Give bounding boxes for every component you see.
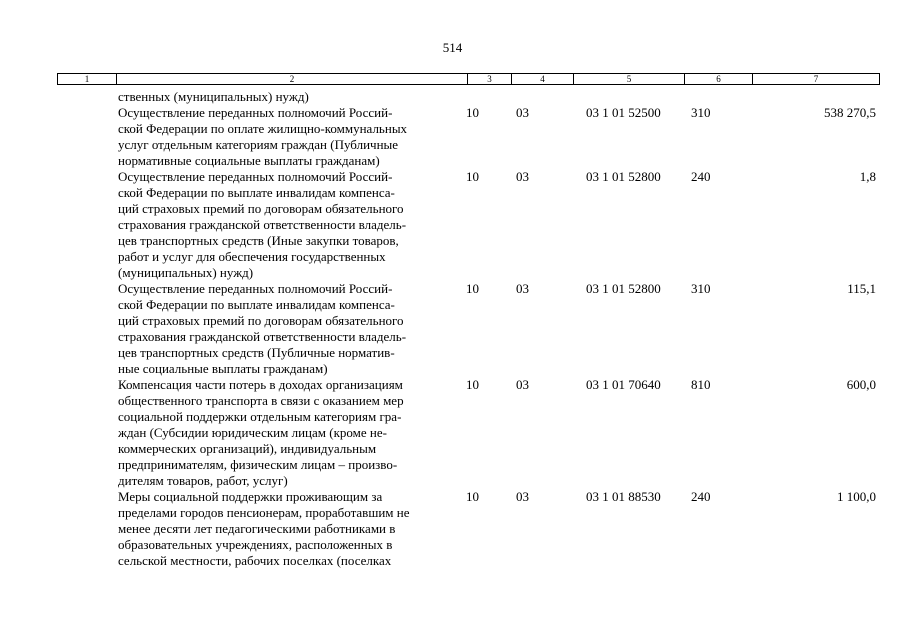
row-section: 10 (466, 105, 479, 120)
table-row (57, 89, 879, 105)
row-section: 10 (466, 169, 479, 184)
budget-table (57, 89, 879, 569)
row-expense-type: 310 (691, 281, 711, 296)
table-header (57, 73, 880, 85)
row-subsection: 03 (516, 377, 529, 392)
table-row (57, 281, 879, 377)
table-row (57, 105, 879, 169)
row-amount: 600,0 (846, 377, 876, 392)
table-row (57, 377, 879, 489)
row-description: Осуществление переданных полномочий Россий- ской Федерации по выплате инвалидам компенса- ций страховых премий по договорам обязательного страхования гражданской ответственности владель- цев транспортных средств (Публичные норматив- ные социальные выплаты гражданам) (118, 281, 407, 376)
page-number: 514 (442, 40, 463, 55)
row-subsection: 03 (516, 169, 529, 184)
row-target-code: 03 1 01 52800 (586, 281, 661, 296)
row-expense-type: 240 (691, 169, 711, 184)
row-amount: 1,8 (859, 169, 876, 184)
row-section: 10 (466, 377, 479, 392)
row-section: 10 (466, 281, 479, 296)
header-col-7: 7 (753, 74, 880, 85)
header-col-5: 5 (574, 74, 685, 85)
row-target-code (578, 89, 689, 105)
row-target-code: 03 1 01 52800 (586, 169, 661, 184)
row-description: ственных (муниципальных) нужд) (118, 89, 309, 104)
row-target-code: 03 1 01 70640 (586, 377, 661, 392)
row-subsection (516, 89, 578, 105)
header-col-4: 4 (512, 74, 574, 85)
row-description: Осуществление переданных полномочий Россий- ской Федерации по выплате инвалидам компенса- ций страховых премий по договорам обязательного страхования гражданской ответственности владель- цев транспортных средств (Иные закупки товаров, работ и услуг для обеспечения государственных (муниципальных) нужд) (118, 169, 407, 280)
row-expense-type: 810 (691, 377, 711, 392)
header-col-6: 6 (685, 74, 753, 85)
row-subsection: 03 (516, 281, 529, 296)
row-expense-type (689, 89, 755, 105)
row-target-code: 03 1 01 88530 (586, 489, 661, 504)
row-description: Меры социальной поддержки проживающим за пределами городов пенсионерам, проработавшим не менее десяти лет педагогическими работниками в образовательных учреждениях, расположенных в сельской местности, рабочих поселках (поселках (118, 489, 410, 568)
row-amount (755, 89, 879, 105)
row-description: Компенсация части потерь в доходах организациям общественного транспорта в связи с оказанием мер социальной поддержки отдельным категориям гра- ждан (Субсидии юридическим лицам (кроме не- коммерческих организаций), индивидуальным предпринимателям, физическим лицам – произво- дителям товаров, работ, услуг) (118, 377, 404, 488)
header-row (58, 74, 880, 85)
row-section (466, 89, 516, 105)
row-target-code: 03 1 01 52500 (586, 105, 661, 120)
table-row (57, 169, 879, 281)
table-row (57, 489, 879, 569)
row-expense-type: 310 (691, 105, 711, 120)
row-amount: 115,1 (847, 281, 876, 296)
row-subsection: 03 (516, 489, 529, 504)
row-section: 10 (466, 489, 479, 504)
header-col-2: 2 (117, 74, 468, 85)
header-col-1: 1 (58, 74, 117, 85)
row-amount: 538 270,5 (824, 105, 876, 120)
header-col-3: 3 (468, 74, 512, 85)
row-expense-type: 240 (691, 489, 711, 504)
row-description: Осуществление переданных полномочий Россий- ской Федерации по оплате жилищно-коммунальных услуг отдельным категориям граждан (Публичные нормативные социальные выплаты гражданам) (118, 105, 408, 168)
row-subsection: 03 (516, 105, 529, 120)
row-amount: 1 100,0 (837, 489, 876, 504)
